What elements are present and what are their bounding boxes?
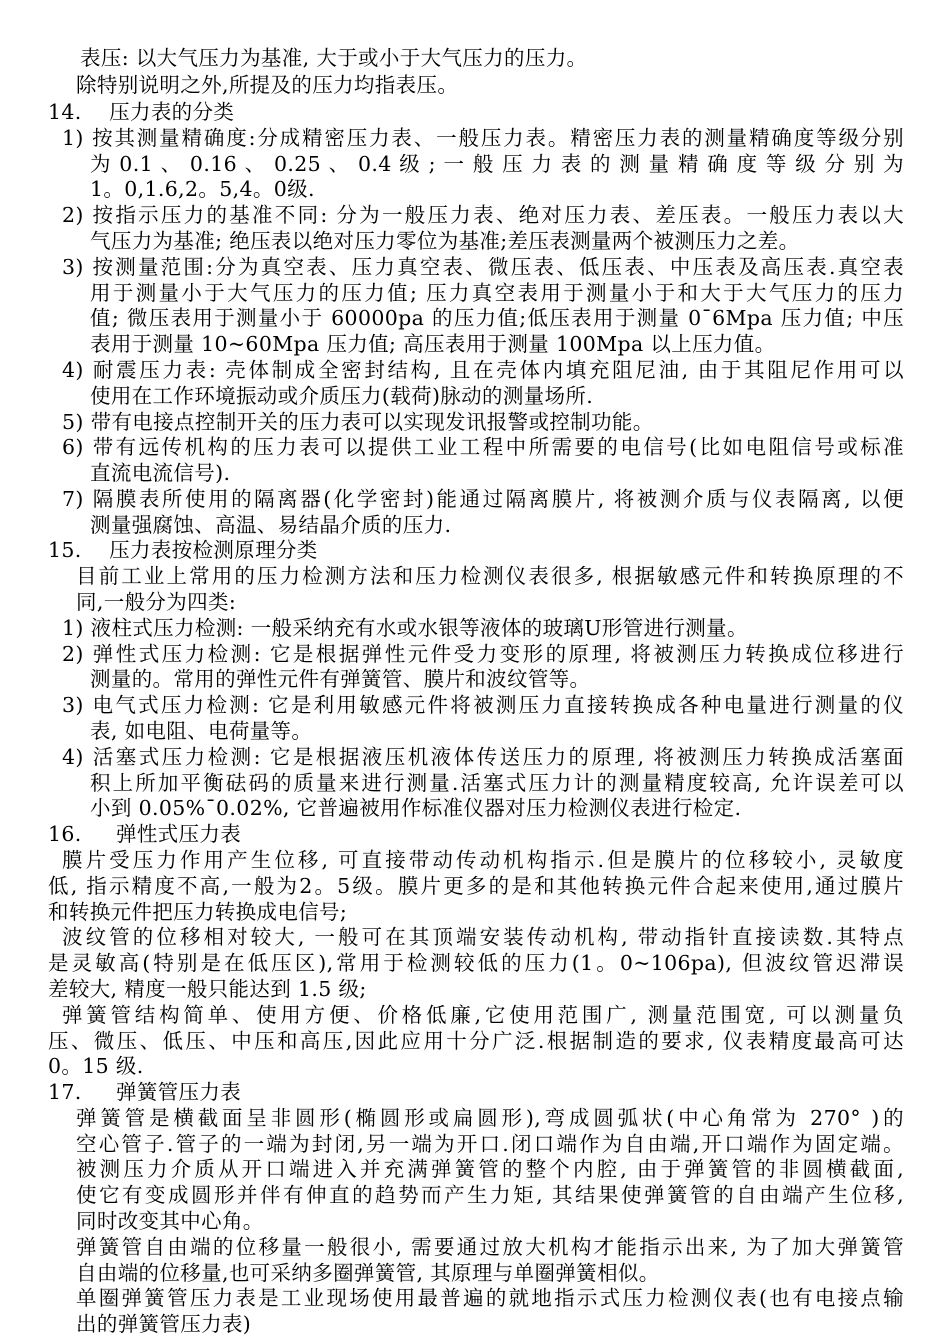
list-item-line: 积上所加平衡砝码的质量来进行测量.活塞式压力计的测量精度较高, 允许误差可以 [90,771,904,795]
paragraph-line: 弹簧管结构简单、使用方便、价格低廉,它使用范围广, 测量范围宽, 可以测量负 [62,1003,904,1027]
list-item-line: 1) 液柱式压力检测: 一般采纳充有水或水银等液体的玻璃U形管进行测量。 [62,616,748,640]
list-item-line: 用于测量小于大气压力的压力值; 压力真空表用于测量小于和大于大气压力的压力 [90,281,904,305]
section-heading: 17. 弹簧管压力表 [48,1080,242,1104]
list-item-line: 5) 带有电接点控制开关的压力表可以实现发讯报警或控制功能。 [62,410,654,434]
paragraph-line: 同,一般分为四类: [76,590,237,614]
paragraph-line: 弹簧管是横截面呈非圆形(椭圆形或扁圆形),弯成圆弧状(中心角常为 270° )的 [76,1106,904,1130]
list-item-line: 7) 隔膜表所使用的隔离器(化学密封)能通过隔离膜片, 将被测介质与仪表隔离, 以便 [62,487,904,511]
list-item-line: 表用于测量 10~60Mpa 压力值; 高压表用于测量 100Mpa 以上压力值。 [90,332,776,356]
section-heading: 14. 压力表的分类 [48,100,235,124]
list-item-line: 为 0.1 、 0.16 、 0.25 、 0.4 级 ; 一 般 压 力 表 的 测 量 精 确 度 等 级 分 别 为 [90,152,905,176]
paragraph-line: 表压: 以大气压力为基准, 大于或小于大气压力的压力。 [80,46,588,70]
list-item-line: 测量的。常用的弹性元件有弹簧管、膜片和波纹管等。 [90,667,591,691]
list-item-line: 2) 弹性式压力检测: 它是根据弹性元件受力变形的原理, 将被测压力转换成位移进行 [62,642,904,666]
paragraph-line: 差较大, 精度一般只能达到 1.5 级; [48,977,367,1001]
paragraph-line: 目前工业上常用的压力检测方法和压力检测仪表很多, 根据敏感元件和转换原理的不 [76,564,904,588]
paragraph-line: 波纹管的位移相对较大, 一般可在其顶端安装传动机构, 带动指针直接读数.其特点 [62,925,904,949]
paragraph-line: 自由端的位移量,也可采纳多圈弹簧管, 其原理与单圈弹簧相似。 [76,1261,660,1285]
paragraph-line: 出的弹簧管压力表) [76,1312,252,1336]
list-item-line: 4) 活塞式压力检测: 它是根据液压机液体传送压力的原理, 将被测压力转换成活塞面 [62,745,904,769]
list-item-line: 6) 带有远传机构的压力表可以提供工业工程中所需要的电信号(比如电阻信号或标准 [62,435,904,459]
paragraph-line: 0。15 级. [48,1054,144,1078]
paragraph-line: 是灵敏高(特别是在低压区),常用于检测较低的压力(1。0~106pa), 但波纹管迟滞误 [48,951,904,975]
paragraph-line: 单圈弹簧管压力表是工业现场使用最普遍的就地指示式压力检测仪表(也有电接点输 [76,1286,904,1310]
list-item-line: 测量强腐蚀、高温、易结晶介质的压力. [90,513,452,537]
paragraph-line: 膜片受压力作用产生位移, 可直接带动传动机构指示.但是膜片的位移较小, 灵敏度 [62,848,904,872]
paragraph-line: 使它有变成圆形并伴有伸直的趋势而产生力矩, 其结果使弹簧管的自由端产生位移, [76,1183,904,1207]
list-item-line: 3) 按测量范围:分为真空表、压力真空表、微压表、低压表、中压表及高压表.真空表 [62,255,904,279]
paragraph-line: 同时改变其中心角。 [76,1209,264,1233]
section-heading: 15. 压力表按检测原理分类 [48,538,318,562]
list-item-line: 表, 如电阻、电荷量等。 [90,719,313,743]
list-item-line: 2) 按指示压力的基准不同: 分为一般压力表、绝对压力表、差压表。一般压力表以大 [62,203,904,227]
paragraph-line: 低, 指示精度不高,一般为2。5级。膜片更多的是和其他转换元件合起来使用,通过膜片 [48,874,904,898]
list-item-line: 值; 微压表用于测量小于 60000pa 的压力值;低压表用于测量 0¯6Mpa 压力值; 中压 [90,306,904,330]
list-item-line: 4) 耐震压力表: 壳体制成全密封结构, 且在壳体内填充阻尼油, 由于其阻尼作用可以 [62,358,904,382]
paragraph-line: 和转换元件把压力转换成电信号; [48,900,348,924]
paragraph-line: 空心管子.管子的一端为封闭,另一端为开口.闭口端作为自由端,开口端作为固定端。 [76,1132,904,1156]
list-item-line: 1。0,1.6,2。5,4。0级. [90,177,315,201]
list-item-line: 1) 按其测量精确度:分成精密压力表、一般压力表。精密压力表的测量精确度等级分别 [62,126,904,150]
paragraph-line: 被测压力介质从开口端进入并充满弹簧管的整个内腔, 由于弹簧管的非圆横截面, [76,1157,904,1181]
list-item-line: 使用在工作环境振动或介质压力(载荷)脉动的测量场所. [90,384,594,408]
list-item-line: 3) 电气式压力检测: 它是利用敏感元件将被测压力直接转换成各种电量进行测量的仪 [62,693,904,717]
list-item-line: 直流电流信号). [90,461,231,485]
paragraph-line: 除特别说明之外,所提及的压力均指表压。 [76,73,459,97]
list-item-line: 小到 0.05%¯0.02%, 它普遍被用作标准仪器对压力检测仪表进行检定. [90,796,742,820]
paragraph-line: 弹簧管自由端的位移量一般很小, 需要通过放大机构才能指示出来, 为了加大弹簧管 [76,1235,904,1259]
list-item-line: 气压力为基准; 绝压表以绝对压力零位为基准;差压表测量两个被测压力之差。 [90,229,800,253]
paragraph-line: 压、微压、低压、中压和高压,因此应用十分广泛.根据制造的要求, 仪表精度最高可达 [48,1029,904,1053]
section-heading: 16. 弹性式压力表 [48,822,242,846]
